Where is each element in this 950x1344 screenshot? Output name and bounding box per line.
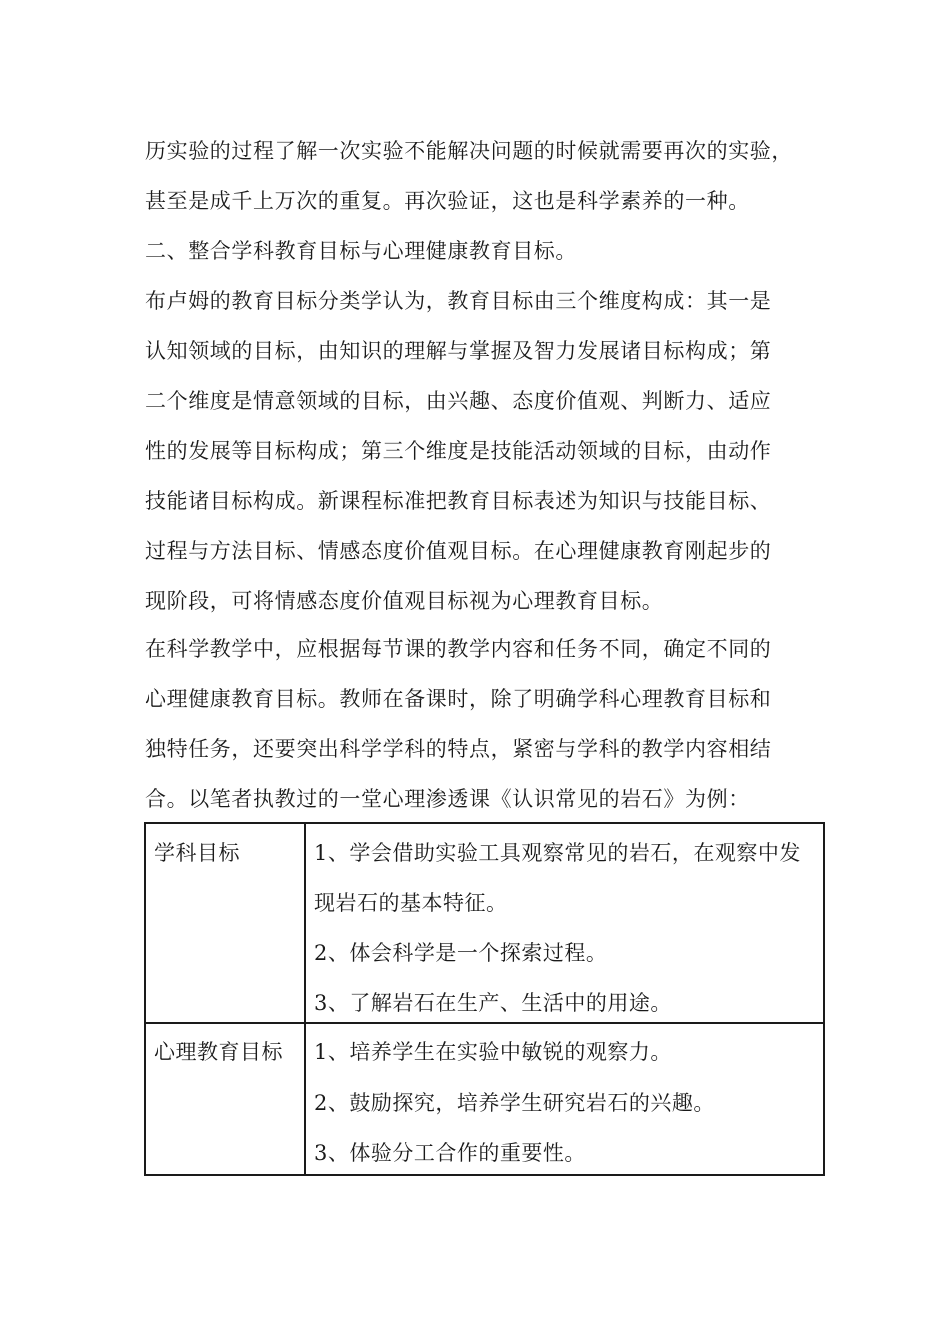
table-row-content [305,823,824,1023]
list-item: 1、学会借助实验工具观察常见的岩石，在观察中发 [314,841,801,865]
paragraph-line: 甚至是成千上万次的重复。再次验证，这也是科学素养的一种。 [145,189,750,213]
paragraph-line: 性的发展等目标构成；第三个维度是技能活动领域的目标，由动作 [145,439,772,463]
paragraph-line: 独特任务，还要突出科学学科的特点，紧密与学科的教学内容相结 [145,737,772,761]
section-heading: 二、整合学科教育目标与心理健康教育目标。 [145,239,577,263]
goals-table [144,822,825,1176]
list-item: 2、鼓励探究，培养学生研究岩石的兴趣。 [314,1091,715,1115]
paragraph-line: 布卢姆的教育目标分类学认为，教育目标由三个维度构成：其一是 [145,289,772,313]
list-item: 2、体会科学是一个探索过程。 [314,941,608,965]
paragraph-line: 技能诸目标构成。新课程标准把教育目标表述为知识与技能目标、 [145,489,772,513]
subject-goal-label: 学科目标 [154,841,240,865]
paragraph-line: 二个维度是情意领域的目标，由兴趣、态度价值观、判断力、适应 [145,389,772,413]
paragraph-line: 现阶段，可将情感态度价值观目标视为心理教育目标。 [145,589,664,613]
paragraph-line: 历实验的过程了解一次实验不能解决问题的时候就需要再次的实验， [145,139,793,163]
table-row [145,823,824,1023]
list-item: 1、培养学生在实验中敏锐的观察力。 [314,1040,672,1064]
table-row-label [145,823,305,1023]
paragraph-line: 过程与方法目标、情感态度价值观目标。在心理健康教育刚起步的 [145,539,772,563]
list-item: 3、了解岩石在生产、生活中的用途。 [314,991,672,1015]
paragraph-line: 认知领域的目标，由知识的理解与掌握及智力发展诸目标构成；第 [145,339,772,363]
paragraph-line: 在科学教学中，应根据每节课的教学内容和任务不同，确定不同的 [145,637,772,661]
list-item: 3、体验分工合作的重要性。 [314,1141,586,1165]
table-row [145,1023,824,1175]
psych-goal-label: 心理教育目标 [154,1040,283,1064]
paragraph-line: 心理健康教育目标。教师在备课时，除了明确学科心理教育目标和 [145,687,772,711]
paragraph-line: 合。以笔者执教过的一堂心理渗透课《认识常见的岩石》为例： [145,787,750,811]
table-row-content [305,1023,824,1175]
table-row-label [145,1023,305,1175]
list-item: 现岩石的基本特征。 [314,891,508,915]
